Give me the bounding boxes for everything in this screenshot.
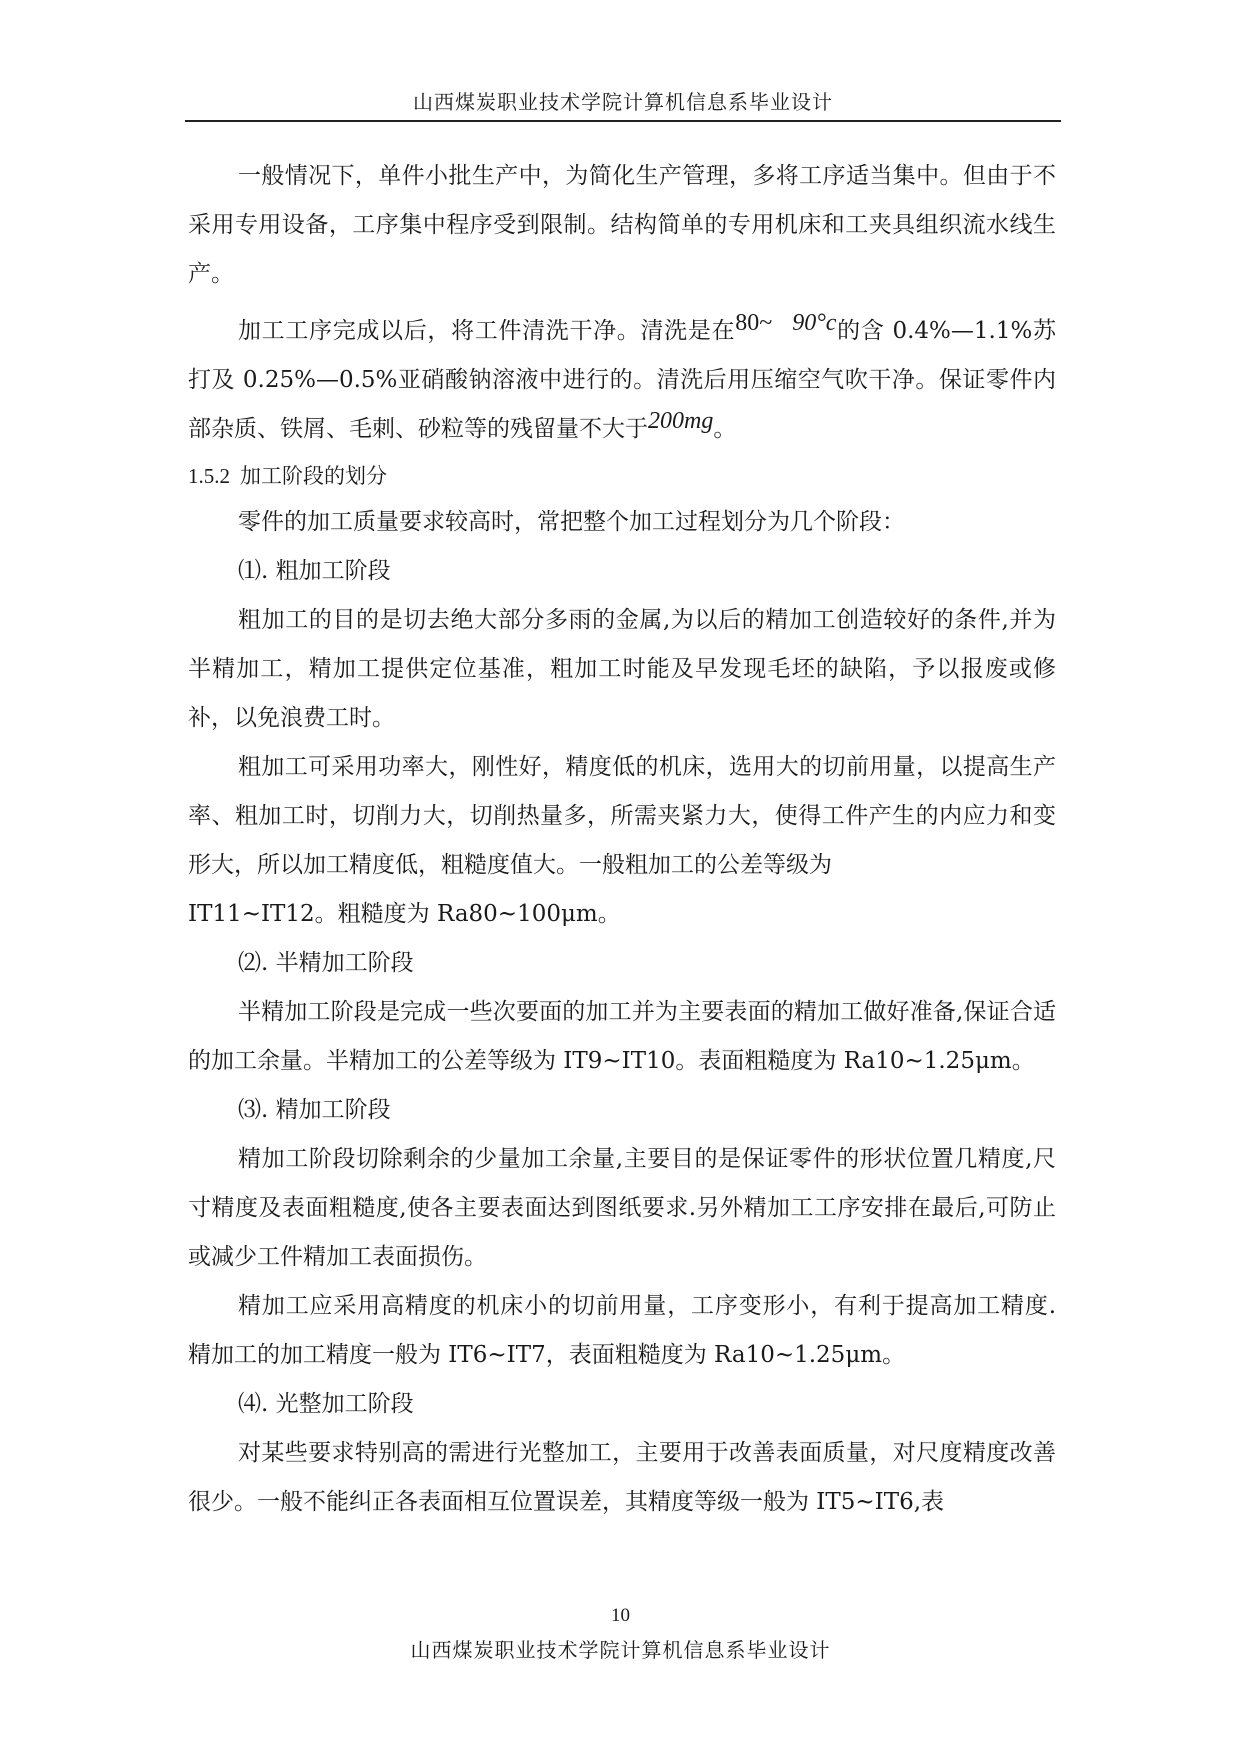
section-number: 1.5.2: [188, 464, 230, 488]
page-footer: 山西煤炭职业技术学院计算机信息系毕业设计: [410, 1638, 831, 1662]
formula-mass: 200mg: [648, 408, 714, 434]
subsection-title: ⑴. 粗加工阶段: [238, 558, 391, 584]
paragraph: 粗加工的目的是切去绝大部分多雨的金属,为以后的精加工创造较好的条件,并为半精加工，精加工提供定位基准，粗加工时能及早发现毛坯的缺陷，予以报废或修补，以免浪费工时。: [188, 607, 1056, 731]
paragraph-cleaning: [188, 307, 1056, 454]
paragraph: 零件的加工质量要求较高时，常把整个加工过程划分为几个阶段：: [238, 509, 905, 535]
page-header: 山西煤炭职业技术学院计算机信息系毕业设计: [413, 90, 833, 114]
page-body: [188, 152, 1056, 1527]
header-divider: [185, 120, 1061, 122]
paragraph: 精加工阶段切除剩余的少量加工余量,主要目的是保证零件的形状位置几精度,尺寸精度及表面粗糙度,使各主要表面达到图纸要求.另外精加工工序安排在最后,可防止或减少工件精加工表面损伤。: [188, 1146, 1056, 1270]
paragraph: 精加工应采用高精度的机床小的切前用量，工序变形小，有利于提高加工精度. 精加工的加工精度一般为 IT6~IT7，表面粗糙度为 Ra10~1.25μm。: [188, 1293, 1056, 1368]
subsection-title: ⑵. 半精加工阶段: [238, 950, 414, 976]
subsection-title: ⑷. 光整加工阶段: [238, 1391, 414, 1417]
paragraph: 一般情况下，单件小批生产中，为简化生产管理，多将工序适当集中。但由于不采用专用设备，工序集中程序受到限制。结构简单的专用机床和工夹具组织流水线生产。: [188, 163, 1056, 287]
subsection-title: ⑶. 精加工阶段: [238, 1097, 391, 1123]
paragraph: 粗加工可采用功率大，刚性好，精度低的机床，选用大的切前用量，以提高生产率、粗加工时，切削力大，切削热量多，所需夹紧力大，使得工件产生的内应力和变形大，所以加工精度低，粗糙度值大。一般粗加工的公差等级为: [188, 754, 1056, 878]
formula-temperature: [735, 310, 836, 336]
formula-part: 90°c: [792, 310, 837, 336]
paragraph: 半精加工阶段是完成一些次要面的加工并为主要表面的精加工做好准备,保证合适的加工余量。半精加工的公差等级为 IT9~IT10。表面粗糙度为 Ra10~1.25μm。: [188, 999, 1056, 1074]
formula-part: 80: [735, 310, 760, 336]
formula-part: ~: [759, 310, 773, 336]
paragraph-text: 的含 0.4%—1.1%苏打及 0.25%—0.5%亚硝酸钠溶液中进行的。清洗后用压缩空气吹干净。保证零件内部杂质、铁屑、毛刺、砂粒等的残留量不大于: [188, 318, 1057, 442]
section-title: 加工阶段的划分: [240, 464, 387, 488]
page-number: 10: [611, 1605, 630, 1626]
paragraph: 对某些要求特别高的需进行光整加工，主要用于改善表面质量，对尺度精度改善很少。一般不能纠正各表面相互位置误差，其精度等级一般为 IT5~IT6,表: [188, 1440, 1056, 1515]
section-heading: [188, 454, 1056, 498]
paragraph-text: 加工工序完成以后，将工件清洗干净。清洗是在: [238, 318, 736, 344]
paragraph-text: 。: [713, 416, 737, 442]
paragraph-continuation: IT11~IT12。粗糙度为 Ra80~100μm。: [188, 901, 621, 927]
